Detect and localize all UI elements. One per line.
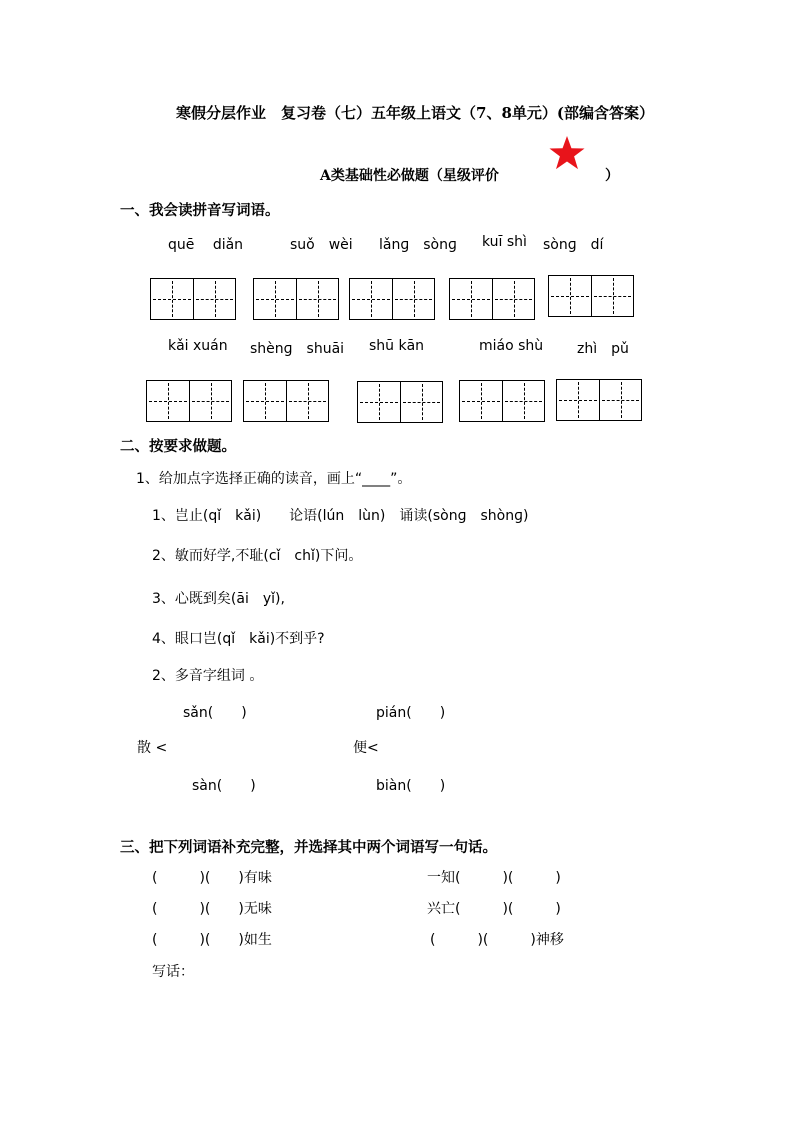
polyphone-bian-bottom: biàn( ) bbox=[376, 778, 446, 794]
pronunciation-item-3: 3、心既到矣(āi yǐ), bbox=[152, 591, 285, 607]
pronunciation-item-1: 1、岂止(qǐ kǎi) 论语(lún lùn) 诵读(sònɡ shònɡ) bbox=[152, 508, 529, 524]
category-heading: A类基础性必做题（星级评价 bbox=[320, 168, 499, 184]
pinyin-label: sònɡ dí bbox=[543, 237, 604, 253]
polyphone-pian-top: pián( ) bbox=[376, 705, 446, 721]
pinyin-label: lǎnɡ sònɡ bbox=[379, 237, 457, 253]
writing-grid[interactable] bbox=[146, 380, 232, 422]
writing-grid[interactable] bbox=[349, 278, 435, 320]
pronunciation-item-2: 2、敏而好学,不耻(cǐ chǐ)下问。 bbox=[152, 548, 363, 564]
section-2-heading: 二、按要求做题。 bbox=[120, 438, 236, 455]
idiom-blank: ( )( )如生 bbox=[152, 932, 272, 948]
write-sentence-label: 写话： bbox=[152, 964, 194, 980]
polyphone-san-bottom: sàn( ) bbox=[192, 778, 256, 794]
section-1-heading: 一、我会读拼音写词语。 bbox=[120, 202, 280, 219]
writing-grid[interactable] bbox=[548, 275, 634, 317]
idiom-blank: ( )( )无味 bbox=[152, 901, 272, 917]
polyphone-san-top: sǎn( ) bbox=[183, 705, 247, 721]
page-title: 寒假分层作业 复习卷（七）五年级上语文（7、8单元）(部编含答案） bbox=[176, 104, 654, 122]
idiom-blank: 兴亡( )( ) bbox=[427, 901, 561, 917]
pinyin-label: suǒ wèi bbox=[290, 237, 353, 253]
writing-grid[interactable] bbox=[357, 381, 443, 423]
polyphone-san-char: 散 < bbox=[137, 740, 168, 756]
category-heading-close: ） bbox=[605, 168, 619, 184]
writing-grid[interactable] bbox=[459, 380, 545, 422]
question-1-prompt: 1、给加点字选择正确的读音，画上“____”。 bbox=[136, 471, 412, 487]
question-2-prompt: 2、多音字组词 。 bbox=[152, 668, 264, 684]
pinyin-label: shènɡ shuāi bbox=[250, 341, 345, 357]
idiom-blank: 一知( )( ) bbox=[427, 870, 561, 886]
writing-grid[interactable] bbox=[253, 278, 339, 320]
pinyin-label: zhì pǔ bbox=[577, 341, 629, 357]
section-3-heading: 三、把下列词语补充完整，并选择其中两个词语写一句话。 bbox=[120, 839, 497, 856]
writing-grid[interactable] bbox=[449, 278, 535, 320]
idiom-blank: ( )( )神移 bbox=[430, 932, 564, 948]
polyphone-pian-char: 便< bbox=[353, 740, 379, 756]
idiom-blank: ( )( )有味 bbox=[152, 870, 272, 886]
pinyin-label: kuī shì bbox=[482, 234, 527, 250]
writing-grid[interactable] bbox=[556, 379, 642, 421]
pinyin-label: miáo shù bbox=[479, 338, 544, 354]
pinyin-label: kǎi xuán bbox=[168, 338, 228, 354]
pronunciation-item-4: 4、眼口岂(qǐ kǎi)不到乎? bbox=[152, 631, 325, 647]
writing-grid[interactable] bbox=[150, 278, 236, 320]
pinyin-label: shū kān bbox=[369, 338, 425, 354]
star-rating-icon bbox=[548, 135, 586, 171]
writing-grid[interactable] bbox=[243, 380, 329, 422]
pinyin-label: quē diǎn bbox=[168, 237, 244, 253]
